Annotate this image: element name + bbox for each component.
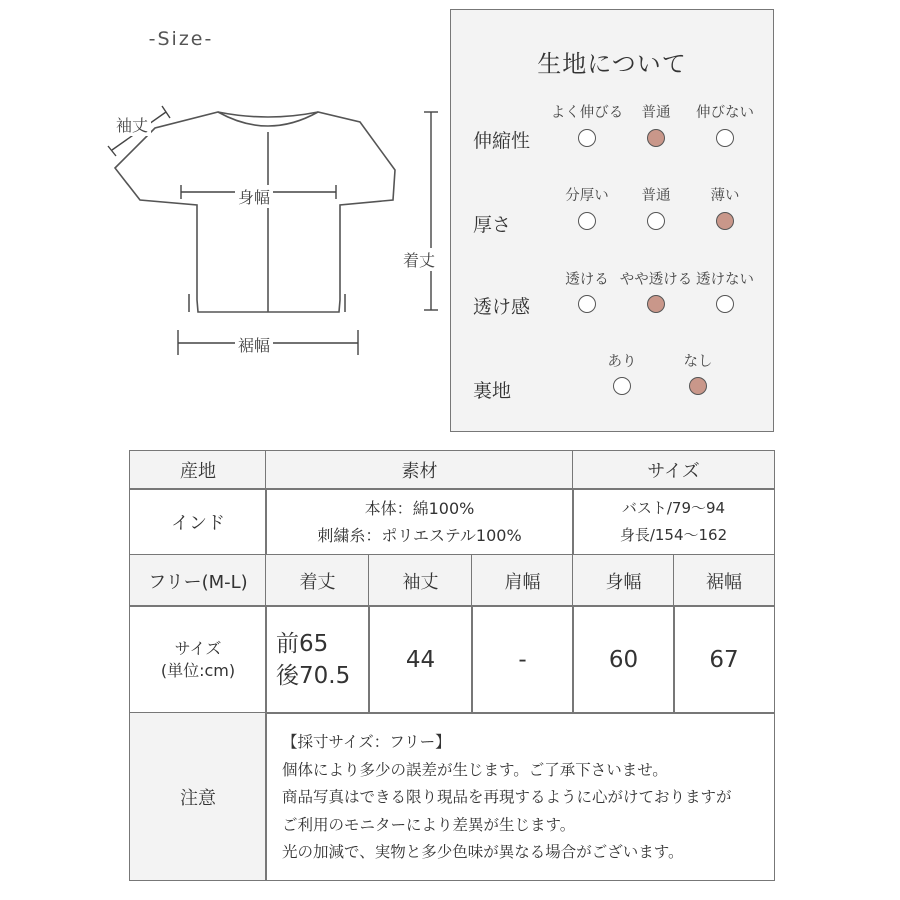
- fabric-title: 生地について: [537, 50, 687, 78]
- length-label: 着丈: [400, 248, 438, 271]
- sleeve-length-label: 袖丈: [113, 113, 151, 136]
- size-unit-line: (単位:cm): [160, 660, 236, 680]
- note-line: 光の加減で、実物と多少色味が異なる場合がございます。: [282, 843, 684, 861]
- material-line: 本体：綿100%: [364, 499, 475, 518]
- lining-option-circle: [613, 377, 631, 395]
- size-unit-line: サイズ: [174, 638, 222, 658]
- option-label: 伸びない: [696, 105, 754, 121]
- option-label: 薄い: [710, 188, 740, 204]
- note-line: 商品写真はできる限り現品を再現するように心がけておりますが: [282, 788, 732, 806]
- thickness-option-circle: [647, 212, 665, 230]
- note-line: 個体により多少の誤差が生じます。ご了承下さいませ。: [282, 760, 668, 779]
- thickness-label: 厚さ: [473, 214, 512, 236]
- spec-table: [129, 450, 775, 881]
- option-label: 透ける: [565, 272, 609, 288]
- note-line: ご利用のモニターにより差異が生じます。: [282, 815, 576, 834]
- length-value: [265, 605, 370, 714]
- free-size-header: フリー(M-L): [129, 554, 267, 607]
- origin-header: 産地: [129, 450, 267, 490]
- option-label: なし: [683, 354, 713, 370]
- sleeve-value: 44: [368, 605, 473, 714]
- option-label: あり: [607, 354, 637, 370]
- note-content: [265, 712, 775, 881]
- stretch-label: 伸縮性: [473, 130, 531, 152]
- material-value: [265, 488, 574, 556]
- body-width-value: 60: [572, 605, 675, 714]
- option-label: やや透ける: [619, 272, 693, 288]
- stretch-option-circle: [578, 129, 596, 147]
- body-width-label: 身幅: [235, 185, 273, 208]
- note-label: 注意: [129, 712, 267, 881]
- note-line: 【採寸サイズ：フリー】: [282, 733, 451, 751]
- size-heading: -Size-: [148, 28, 214, 50]
- stretch-option-circle-selected: [647, 129, 665, 147]
- body-width-header: 身幅: [572, 554, 675, 607]
- hem-width-value: 67: [673, 605, 775, 714]
- size-range-line: 身長/154～162: [619, 526, 728, 544]
- sheerness-label: 透け感: [473, 296, 531, 318]
- sheerness-option-circle-selected: [647, 295, 665, 313]
- garment-diagram: [0, 0, 450, 440]
- thickness-option-circle: [578, 212, 596, 230]
- origin-value: インド: [129, 488, 267, 556]
- sleeve-header: 袖丈: [368, 554, 473, 607]
- fabric-info-panel: [450, 9, 774, 432]
- thickness-option-circle-selected: [716, 212, 734, 230]
- lining-option-circle-selected: [689, 377, 707, 395]
- size-header: サイズ: [572, 450, 775, 490]
- length-front: 前65: [276, 630, 329, 657]
- option-label: 普通: [641, 188, 671, 204]
- material-header: 素材: [265, 450, 574, 490]
- material-line: 刺繍糸：ポリエステル100%: [317, 526, 522, 545]
- hem-width-label: 裾幅: [235, 333, 273, 356]
- sheerness-option-circle: [578, 295, 596, 313]
- size-unit-label: [129, 605, 267, 714]
- shoulder-header: 肩幅: [471, 554, 574, 607]
- option-label: 透けない: [696, 272, 754, 288]
- length-header: 着丈: [265, 554, 370, 607]
- hem-width-header: 裾幅: [673, 554, 775, 607]
- size-range-value: [572, 488, 775, 556]
- sheerness-option-circle: [716, 295, 734, 313]
- option-label: 分厚い: [565, 188, 609, 204]
- length-back: 後70.5: [276, 662, 351, 689]
- option-label: よく伸びる: [550, 105, 624, 121]
- shoulder-value: -: [471, 605, 574, 714]
- option-label: 普通: [641, 105, 671, 121]
- size-range-line: バスト/79～94: [621, 499, 726, 517]
- stretch-option-circle: [716, 129, 734, 147]
- lining-label: 裏地: [473, 380, 512, 402]
